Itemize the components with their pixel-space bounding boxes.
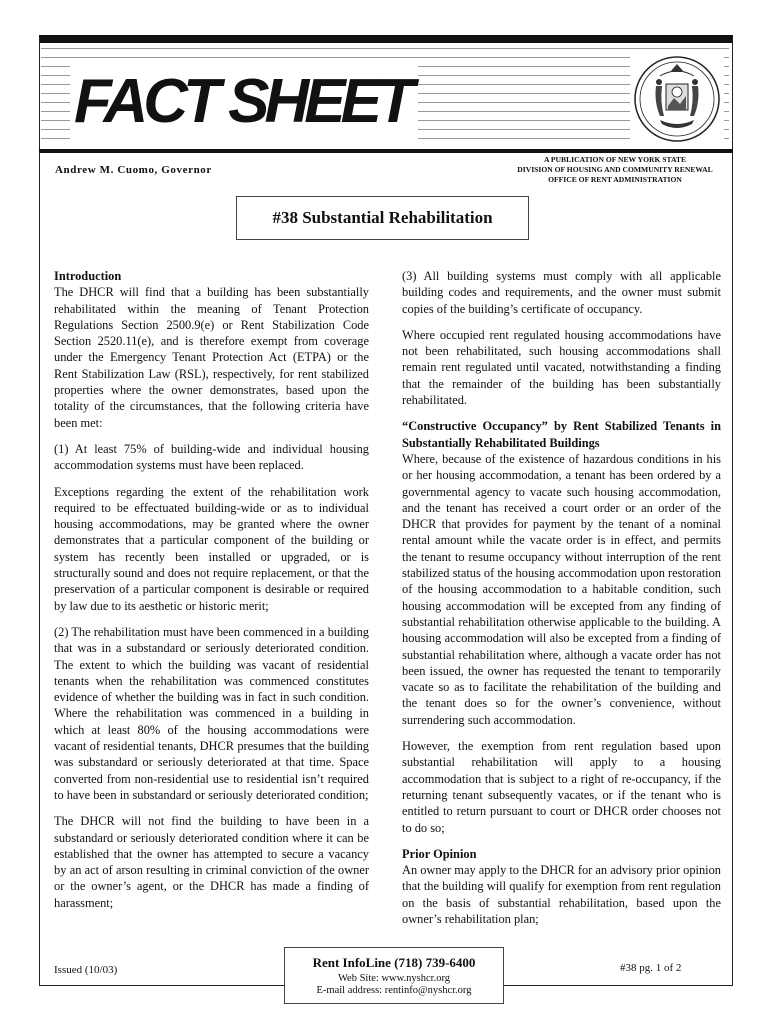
governor-name: Andrew M. Cuomo, Governor	[55, 164, 212, 176]
page-number: #38 pg. 1 of 2	[620, 962, 682, 974]
section-heading-introduction: Introduction	[54, 269, 122, 283]
paragraph: (3) All building systems must comply with all applicable building codes and requirements, and the owner must submit copies of the building’s certificate of occupancy.	[402, 269, 721, 316]
left-column	[54, 268, 369, 921]
publication-line: OFFICE OF RENT ADMINISTRATION	[548, 175, 682, 184]
state-seal-icon	[630, 52, 724, 146]
fact-sheet-heading: #38 Substantial Rehabilitation	[236, 196, 529, 240]
paragraph: The DHCR will not find the building to have been in a substandard or seriously deteriorated condition where it can be established that the owner has attempted to secure a vacancy by an act of arson resulting in criminal conviction of the owner or the owner’s agent, or the DHCR has made a finding of harassment;	[54, 814, 369, 910]
paragraph: Where, because of the existence of hazardous conditions in his or her housing accommodation, a tenant has been ordered by a governmental agency to vacate such housing accommodation, and the tenant has received a court order or an order of the DHCR that provides for payment by the tenant of a nominal rental amount while the vacate order is in effect, and permits the tenant to resume occupancy without interruption of the rent stabilized status of the housing accommodation upon restoration of the housing accommodation to a habitable condition, such housing accommodation will be excepted from any finding of substantial rehabilitation otherwise applicable to the building. A housing accommodation will also be excepted from a finding of substantial rehabilitation where, although a vacate order has not been issued, the owner has requested the tenant to temporarily vacate so as to facilitate the rehabilitation of the building and the tenant does so for the owner’s convenience, without surrendering such accommodation.	[402, 451, 721, 727]
paragraph: The DHCR will find that a building has been substantially rehabilitated within the meaning of Tenant Protection Regulations Section 2500.9(e) or Rent Stabilization Code Section 2520.11(e), and is therefore exempt from coverage under the Emergency Tenant Protection Act (ETPA) or the Rent Stabilization Law (RSL), respectively, for rent stabilized properties where the owner demonstrates, based upon the totality of the circumstances, that the following criteria have been met:	[54, 285, 369, 430]
contact-box	[284, 947, 504, 1004]
paragraph: Exceptions regarding the extent of the rehabilitation work required to be effectuated building-wide or as to individual housing accommodations, may be granted where the owner demonstrates that a particular component of the building or system has recently been installed or upgraded, or is structurally sound and does not require replacement, or that the preservation of a particular component is desirable or required by law due to its aesthetic or historic merit;	[54, 484, 369, 613]
publication-info	[500, 155, 730, 185]
email-link[interactable]: E-mail address: rentinfo@nyshcr.org	[316, 985, 472, 996]
section-heading-constructive-occupancy: “Constructive Occupancy” by Rent Stabilized Tenants in Substantially Rehabilitated Buildings	[402, 419, 721, 450]
issued-date: Issued (10/03)	[54, 964, 118, 976]
header-divider	[39, 149, 733, 153]
paragraph: (1) At least 75% of building-wide and individual housing accommodation systems must have been replaced.	[54, 441, 369, 473]
right-column	[402, 268, 721, 937]
section-heading-prior-opinion: Prior Opinion	[402, 846, 477, 861]
paragraph: (2) The rehabilitation must have been commenced in a building that was in a substandard or seriously deteriorated condition. The extent to which the building was vacant of residential tenants when the rehabilitation was commenced constitutes evidence of whether the building was in fact in such condition. Where the rehabilitation was commenced in a building in which at least 80% of the housing accommodations were vacant of residential tenants, DHCR presumes that the building was substandard or seriously deteriorated at that time. Space converted from non-residential use to residential isn’t required to have been in substandard or seriously deteriorated condition;	[54, 624, 369, 802]
page-title: FACT SHEET	[70, 63, 418, 141]
rent-infoline: Rent InfoLine (718) 739-6400	[312, 955, 476, 970]
publication-line: A PUBLICATION OF NEW YORK STATE	[543, 155, 687, 164]
paragraph: An owner may apply to the DHCR for an advisory prior opinion that the building will qualify for exemption from rent regulation on the basis of substantial rehabilitation, based upon the owner’s rehabilitation plan;	[402, 863, 722, 926]
website-link[interactable]: Web Site: www.nyshcr.org	[337, 973, 451, 984]
paragraph: However, the exemption from rent regulation based upon substantial rehabilitation will apply to a housing accommodation that is subject to a right of re-occupancy, if the returning tenant subsequently vacates, or if the tenant who is entitled to return pursuant to court or DHCR order chooses not to do so;	[402, 739, 721, 835]
paragraph: Where occupied rent regulated housing accommodations have not been rehabilitated, such housing accommodations shall remain rent regulated until vacated, notwithstanding a finding that the remainder of the building has been substantially rehabilitated.	[402, 327, 721, 408]
publication-line: DIVISION OF HOUSING AND COMMUNITY RENEWAL	[517, 165, 713, 174]
